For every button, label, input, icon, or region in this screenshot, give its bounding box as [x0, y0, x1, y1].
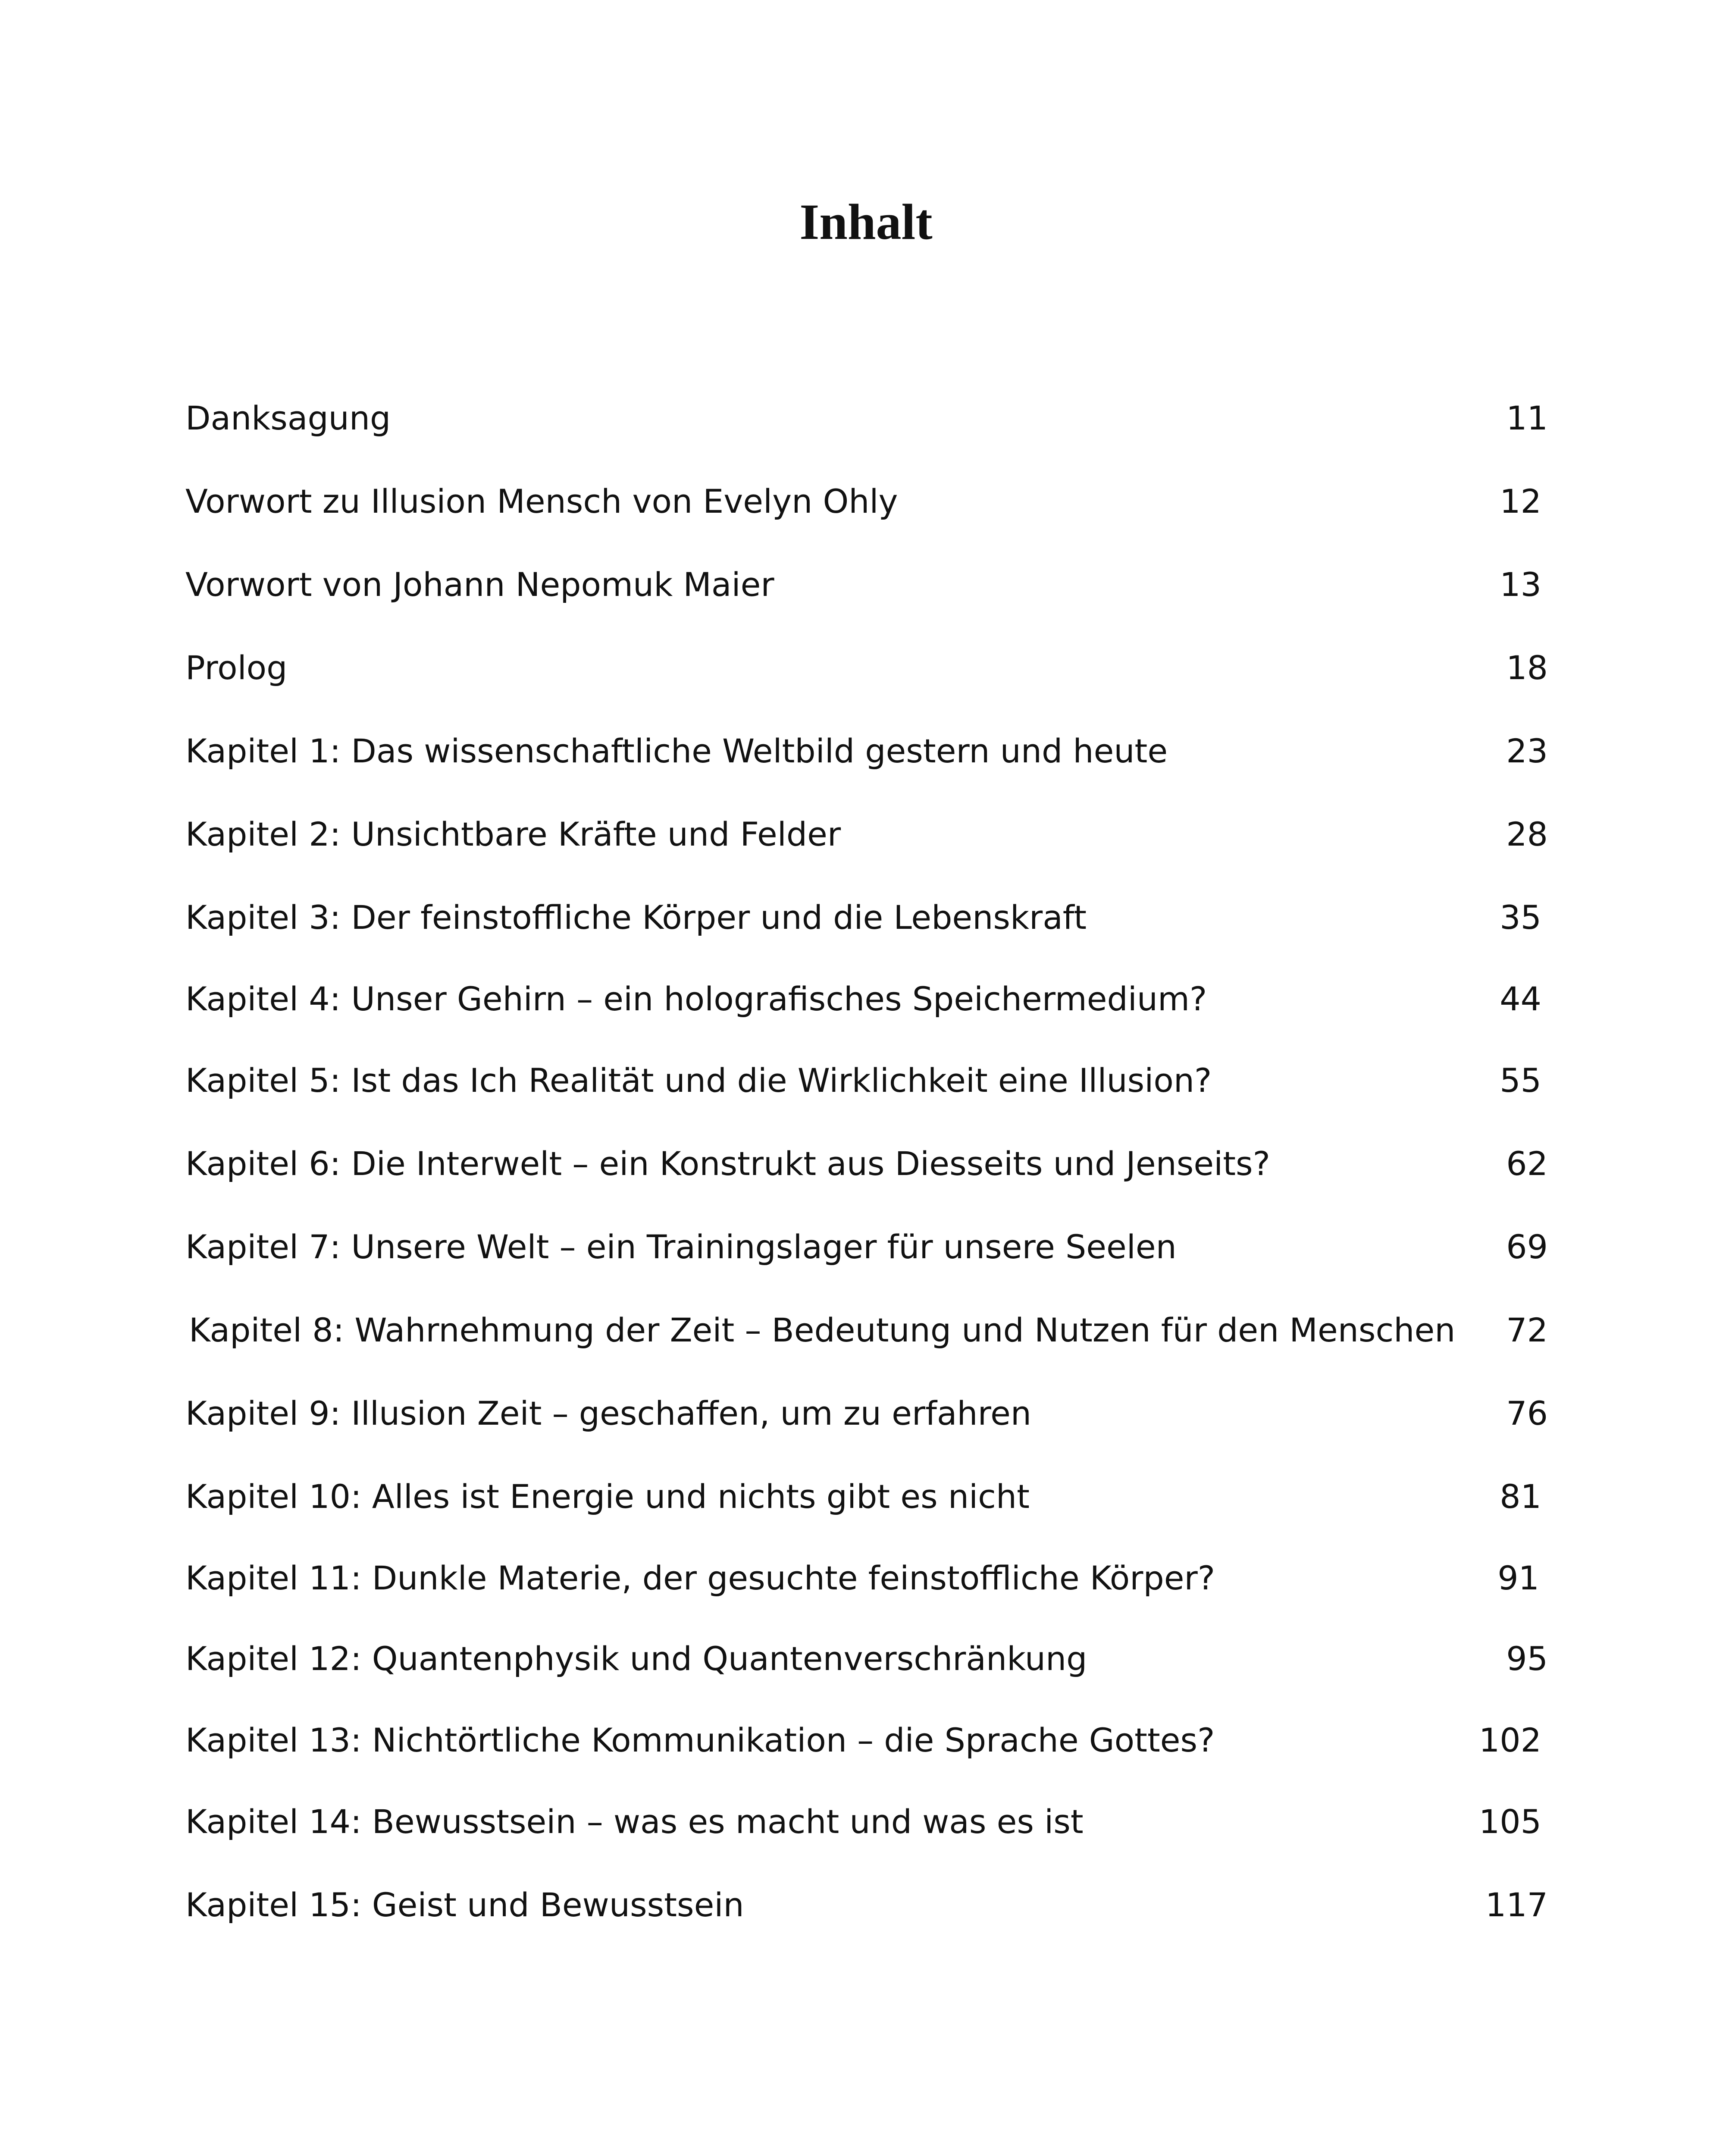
toc-entry [185, 642, 1548, 694]
toc-entry [185, 808, 1548, 860]
toc-entry [185, 476, 1548, 527]
toc-entry-page: 18 [1506, 649, 1548, 687]
toc-entry-page: 35 [1500, 898, 1541, 937]
toc-entry-page: 55 [1500, 1061, 1541, 1100]
toc-entry-title: Danksagung [185, 399, 391, 437]
toc-entry [185, 1714, 1548, 1766]
toc-entry [185, 1796, 1548, 1848]
toc-entry-title: Kapitel 1: Das wissenschaftliche Weltbild gestern und heute [185, 732, 1168, 770]
toc-entry-title: Kapitel 4: Unser Gehirn – ein holografisches Speichermedium? [185, 980, 1207, 1018]
toc-entry [185, 1304, 1548, 1356]
toc-entry-page: 28 [1506, 815, 1548, 853]
toc-entry-page: 81 [1500, 1477, 1541, 1516]
toc-entry-title: Prolog [185, 649, 288, 687]
toc-entry-title: Kapitel 7: Unsere Welt – ein Trainingslager für unsere Seelen [185, 1228, 1177, 1266]
toc-entry-title: Kapitel 14: Bewusstsein – was es macht und was es ist [185, 1802, 1084, 1841]
toc-entry-page: 76 [1506, 1394, 1548, 1432]
toc-entry [185, 892, 1548, 943]
toc-entry-title: Vorwort von Johann Nepomuk Maier [185, 565, 774, 604]
toc-entry [185, 1471, 1548, 1523]
toc-entry [185, 1221, 1548, 1273]
toc-entry [185, 1552, 1548, 1604]
toc-entry [185, 725, 1548, 777]
toc-entry-title: Kapitel 2: Unsichtbare Kräfte und Felder [185, 815, 841, 853]
toc-entry [185, 1388, 1548, 1439]
toc-entry-title: Kapitel 12: Quantenphysik und Quantenverschränkung [185, 1639, 1087, 1678]
toc-entry [185, 1879, 1548, 1931]
toc-entry-title: Kapitel 6: Die Interwelt – ein Konstrukt aus Diesseits und Jenseits? [185, 1144, 1270, 1183]
toc-entry-title: Kapitel 11: Dunkle Materie, der gesuchte feinstoffliche Körper? [185, 1559, 1215, 1597]
toc-entry-page: 11 [1506, 399, 1548, 437]
toc-entry [185, 559, 1548, 611]
toc-entry-page: 23 [1506, 732, 1548, 770]
toc-entry-title: Kapitel 9: Illusion Zeit – geschaffen, um zu erfahren [185, 1394, 1032, 1432]
toc-entry-title: Vorwort zu Illusion Mensch von Evelyn Ohly [185, 482, 898, 520]
toc-entry-title: Kapitel 13: Nichtörtliche Kommunikation – die Sprache Gottes? [185, 1721, 1215, 1759]
toc-entry [185, 1138, 1548, 1190]
toc-entry-page: 91 [1497, 1559, 1539, 1597]
toc-entry-page: 69 [1506, 1228, 1548, 1266]
toc-entry-page: 44 [1500, 980, 1541, 1018]
toc-entry-title: Kapitel 15: Geist und Bewusstsein [185, 1886, 744, 1924]
toc-entry [185, 1633, 1548, 1685]
toc-entry-title: Kapitel 3: Der feinstoffliche Körper und die Lebenskraft [185, 898, 1087, 937]
toc-entry-page: 62 [1506, 1144, 1548, 1183]
toc-entry [185, 392, 1548, 444]
toc-entry-title: Kapitel 8: Wahrnehmung der Zeit – Bedeutung und Nutzen für den Menschen [189, 1311, 1456, 1349]
toc-entry-page: 102 [1478, 1721, 1541, 1759]
toc-entry-page: 13 [1500, 565, 1541, 604]
toc-entry-title: Kapitel 5: Ist das Ich Realität und die Wirklichkeit eine Illusion? [185, 1061, 1212, 1100]
toc-entry-title: Kapitel 10: Alles ist Energie und nichts gibt es nicht [185, 1477, 1030, 1516]
toc-entry-page: 117 [1485, 1886, 1548, 1924]
toc-entry-page: 72 [1506, 1311, 1548, 1349]
toc-entry [185, 973, 1548, 1025]
toc-entry [185, 1055, 1548, 1106]
toc-entry-page: 12 [1500, 482, 1541, 520]
toc-entry-page: 105 [1478, 1802, 1541, 1841]
toc-entry-page: 95 [1506, 1639, 1548, 1678]
page-title: Inhalt [799, 194, 933, 250]
